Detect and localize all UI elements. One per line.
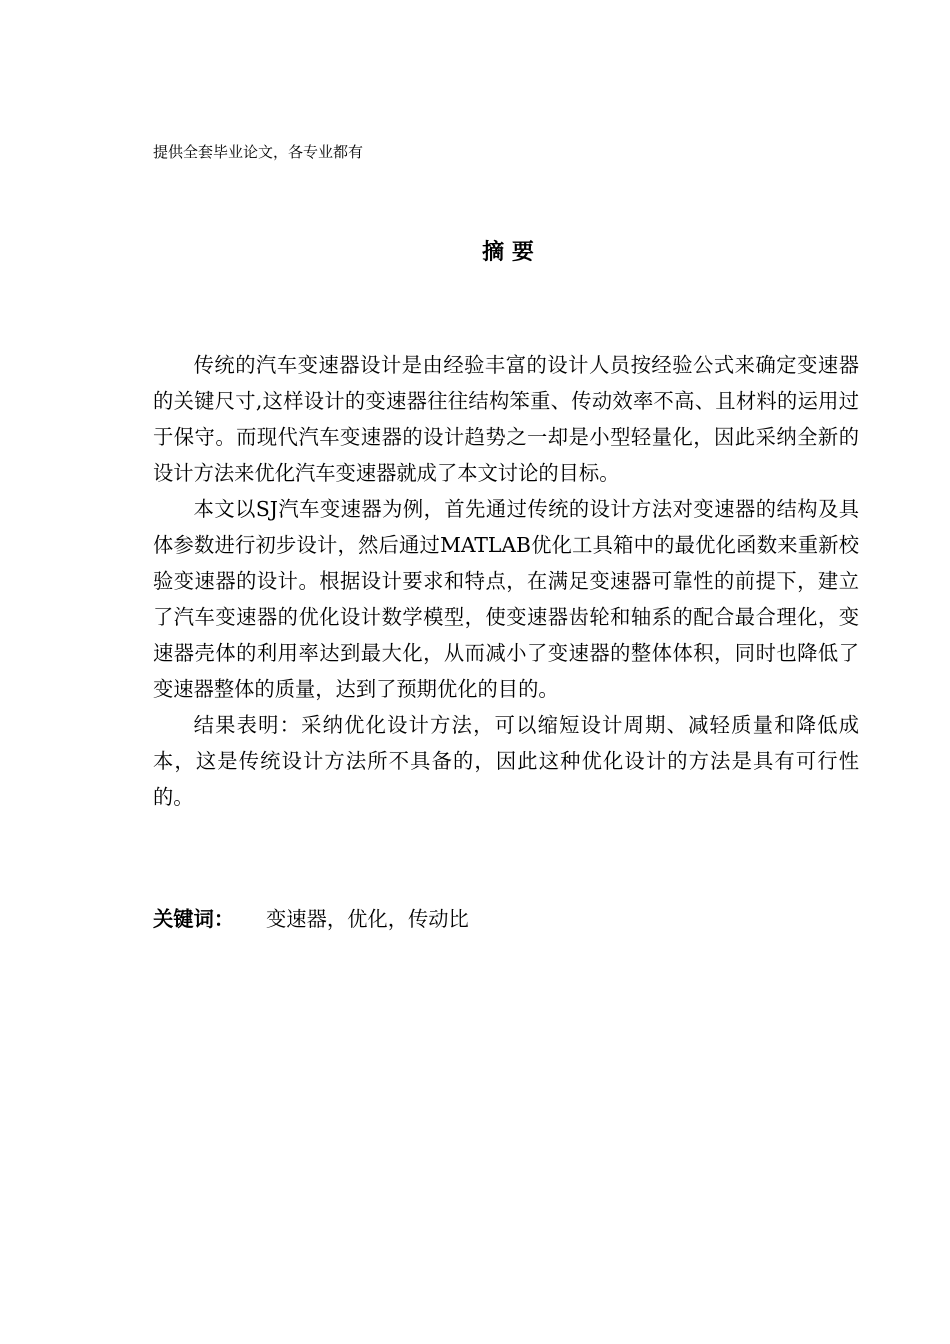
keywords-line — [153, 903, 469, 935]
keywords-label: 关键词： — [153, 907, 235, 931]
abstract-body — [153, 347, 859, 815]
abstract-paragraph-2: 本文以SJ汽车变速器为例，首先通过传统的设计方法对变速器的结构及具体参数进行初步设计，然后通过MATLAB优化工具箱中的最优化函数来重新校验变速器的设计。根据设计要求和特点，在满足变速器可靠性的前提下，建立了汽车变速器的优化设计数学模型，使变速器齿轮和轴系的配合最合理化，变速器壳体的利用率达到最大化，从而减小了变速器的整体体积，同时也降低了变速器整体的质量，达到了预期优化的目的。 — [153, 497, 859, 701]
page-title: 摘 要 — [482, 239, 534, 265]
abstract-paragraph-3: 结果表明：采纳优化设计方法，可以缩短设计周期、减轻质量和降低成本，这是传统设计方法所不具备的，因此这种优化设计的方法是具有可行性的。 — [153, 713, 859, 809]
abstract-paragraph-1: 传统的汽车变速器设计是由经验丰富的设计人员按经验公式来确定变速器的关键尺寸,这样设计的变速器往往结构笨重、传动效率不高、且材料的运用过于保守。而现代汽车变速器的设计趋势之一却是小型轻量化，因此采纳全新的设计方法来优化汽车变速器就成了本文讨论的目标。 — [153, 353, 859, 485]
keywords-value: 变速器，优化，传动比 — [266, 907, 469, 931]
header-note: 提供全套毕业论文，各专业都有 — [153, 143, 364, 161]
